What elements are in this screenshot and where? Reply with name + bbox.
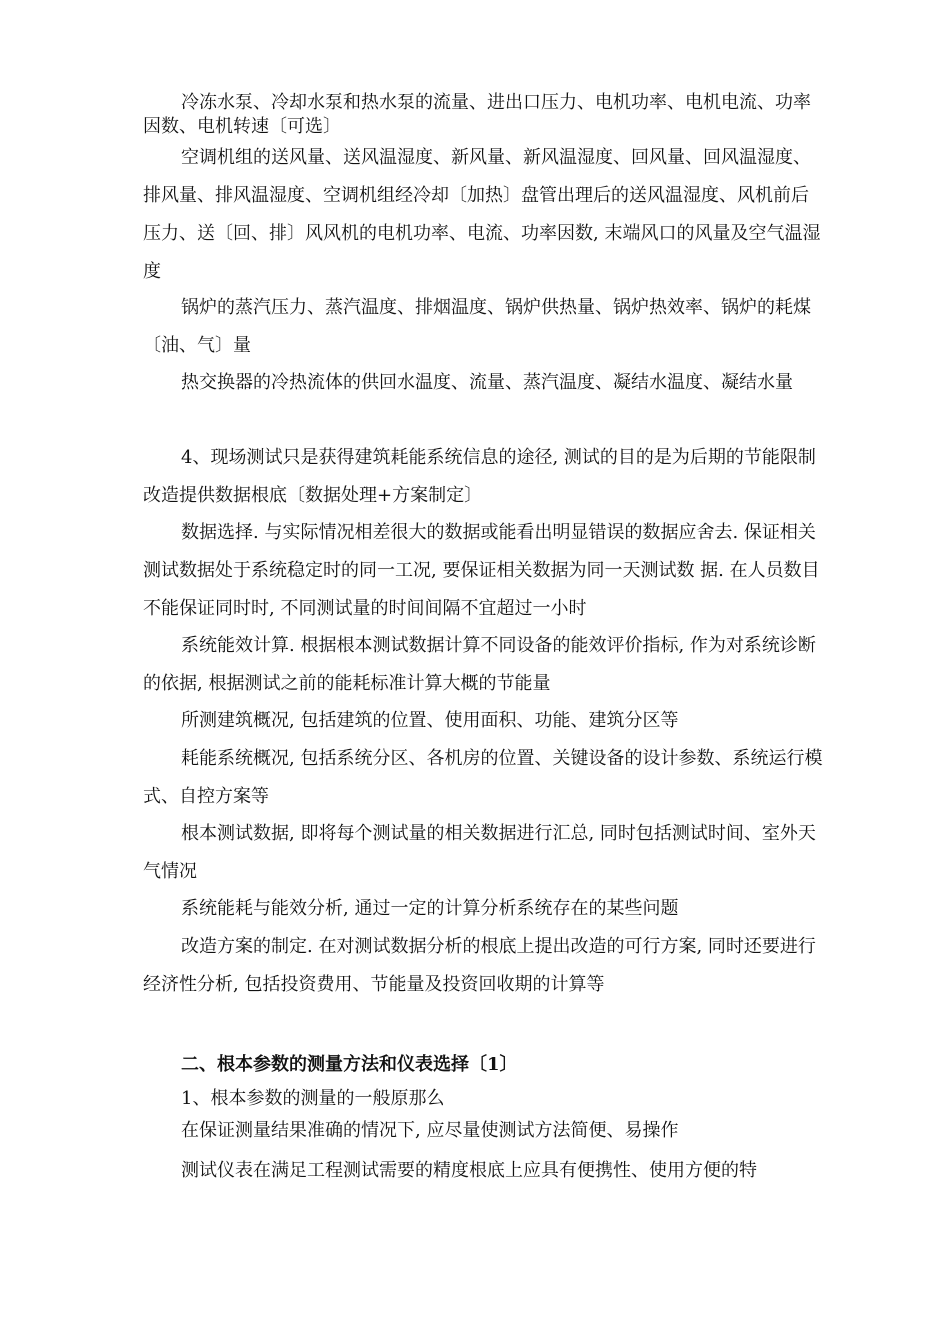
section-heading: 二、根本参数的测量方法和仪表选择〔1〕 bbox=[181, 1054, 518, 1075]
paragraph-ahu: 空调机组的送风量、送风温湿度、新风量、新风温湿度、回风量、回风温湿度、排风量、排风温湿度、空调机组经冷却〔加热〕盘管出理后的送风温湿度、风机前后压力、送〔回、排〕风风机的电机功率、电流、功率因数, 末端风口的风量及空气温湿度 bbox=[143, 147, 821, 282]
paragraph-heat-exchanger: 热交换器的冷热流体的供回水温度、流量、蒸汽温度、凝结水温度、凝结水量 bbox=[181, 372, 793, 393]
subheading: 1、根本参数的测量的一般原那么 bbox=[181, 1088, 445, 1109]
paragraph-basic-data: 根本测试数据, 即将每个测试量的相关数据进行汇总, 同时包括测试时间、室外天气情况 bbox=[143, 823, 816, 882]
paragraph-instrument-selection: 测试仪表在满足工程测试需要的精度根底上应具有便携性、使用方便的特 bbox=[181, 1160, 757, 1181]
paragraph-efficiency-calc: 系统能效计算. 根据根本测试数据计算不同设备的能效评价指标, 作为对系统诊断的依据, 根据测试之前的能耗标准计算大概的节能量 bbox=[143, 635, 816, 694]
paragraph-boiler: 锅炉的蒸汽压力、蒸汽温度、排烟温度、锅炉供热量、锅炉热效率、锅炉的耗煤〔油、气〕量 bbox=[143, 297, 811, 356]
paragraph-system-overview: 耗能系统概况, 包括系统分区、各机房的位置、关键设备的设计参数、系统运行模式、自控方案等 bbox=[143, 748, 823, 807]
paragraph-analysis: 系统能耗与能效分析, 通过一定的计算分析系统存在的某些问题 bbox=[181, 898, 679, 919]
paragraph-retrofit-plan: 改造方案的制定. 在对测试数据分析的根底上提出改造的可行方案, 同时还要进行经济性分析, 包括投资费用、节能量及投资回收期的计算等 bbox=[143, 936, 816, 995]
paragraph-building-overview: 所测建筑概况, 包括建筑的位置、使用面积、功能、建筑分区等 bbox=[181, 710, 679, 731]
paragraph-field-test: 4、现场测试只是获得建筑耗能系统信息的途径, 测试的目的是为后期的节能限制改造提供数据根底〔数据处理+方案制定〕 bbox=[143, 447, 816, 506]
paragraph-pumps: 冷冻水泵、冷却水泵和热水泵的流量、进出口压力、电机功率、电机电流、功率因数、电机转速〔可选〕 bbox=[143, 92, 811, 137]
paragraph-data-selection: 数据选择. 与实际情况相差很大的数据或能看出明显错误的数据应舍去. 保证相关测试数据处于系统稳定时的同一工况, 要保证相关数据为同一天测试数 据. 在人员数目不能保证同时时, 不同测试量的时间间隔不宜超过一小时 bbox=[143, 522, 820, 619]
paragraph-measurement-principle: 在保证测量结果准确的情况下, 应尽量使测试方法简便、易操作 bbox=[181, 1120, 679, 1141]
